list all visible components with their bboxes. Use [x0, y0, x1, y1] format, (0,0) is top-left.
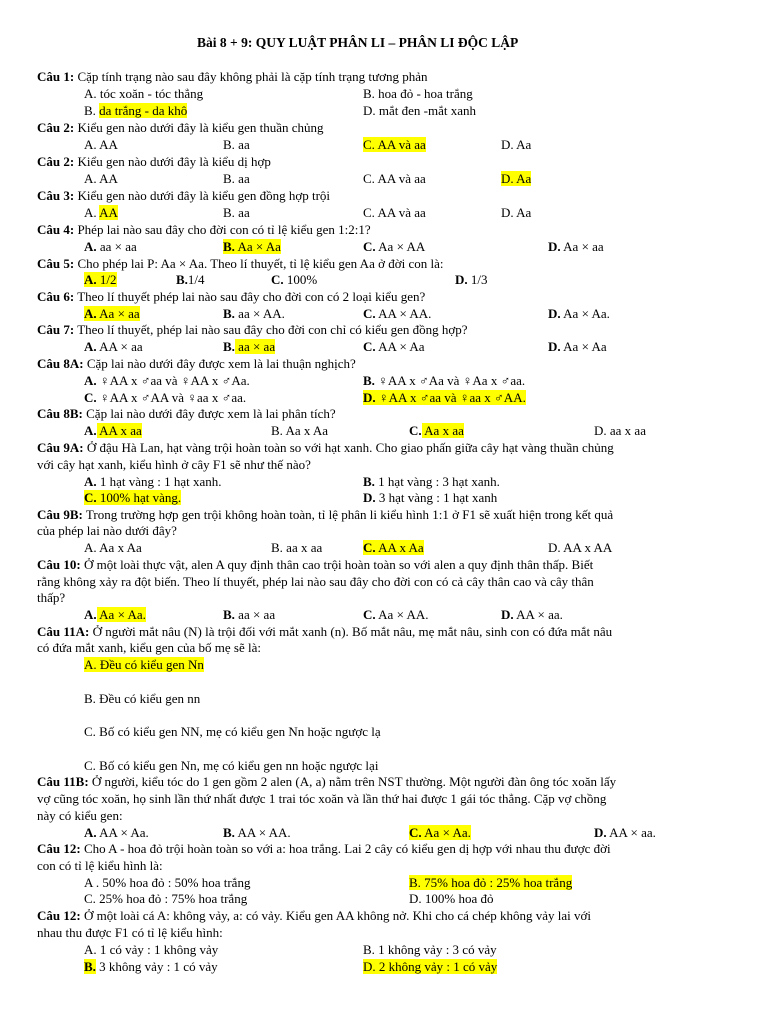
option-letter: A. [84, 306, 97, 321]
option-letter: B. [176, 272, 188, 287]
q1-option-b: B. hoa đỏ - hoa trắng [363, 86, 473, 101]
option-text: 1 hạt vàng : 3 hạt xanh. [374, 474, 500, 489]
question-label: Câu 4: [37, 222, 75, 237]
q2b-option-b: B. aa [223, 171, 250, 186]
question-9a [37, 440, 614, 455]
question-label: Câu 2: [37, 154, 75, 169]
q12-option-b: B. 75% hoa đỏ : 25% hoa trắng [409, 875, 573, 890]
q5-option-d [455, 272, 488, 287]
q5-option-b [176, 272, 205, 287]
option-text: aa × AA. [234, 306, 285, 321]
question-label: Câu 11B: [37, 774, 89, 789]
option-letter: C. [363, 540, 376, 555]
q11a-option-b: B. Đều có kiểu gen nn [84, 691, 201, 706]
option-letter: C. [271, 272, 284, 287]
q9a-option-b [363, 474, 500, 489]
question-label: Câu 10: [37, 557, 81, 572]
q9b-option-a: A. Aa x Aa [84, 540, 142, 555]
option-letter: D. [363, 390, 376, 405]
question-label: Câu 11A: [37, 624, 90, 639]
q3-option-c: C. AA và aa [363, 205, 426, 220]
option-letter: A. [84, 825, 97, 840]
q6-option-d [548, 306, 610, 321]
q4-option-a [84, 239, 137, 254]
question-11a [37, 624, 612, 639]
option-text: aa × aa [234, 339, 276, 354]
q2b-option-d: D. Aa [501, 171, 532, 186]
q11b-option-b [223, 825, 291, 840]
question-text: Theo lí thuyết phép lai nào sau đây cho đời con có 2 loại kiểu gen? [74, 289, 426, 304]
q10-option-b [223, 607, 275, 622]
option-letter: D. [363, 490, 376, 505]
option-letter: A. [84, 423, 97, 438]
question-text: Kiểu gen nào dưới đây là kiểu gen đồng hợp trội [74, 188, 331, 203]
question-2b [37, 154, 271, 169]
option-text: Aa × Aa. [96, 607, 146, 622]
question-text: Cặp tính trạng nào sau đây không phải là cặp tính trạng tương phản [74, 69, 428, 84]
option-letter: C. [363, 607, 376, 622]
q8b-option-a [84, 423, 142, 438]
question-text: Ở đậu Hà Lan, hạt vàng trội hoàn toàn so với hạt xanh. Cho giao phấn giữa cây hạt vàng thuần chủng [83, 440, 614, 455]
option-text: ♀AA x ♂AA và ♀aa x ♂aa. [96, 390, 247, 405]
question-label: Câu 12: [37, 908, 81, 923]
q11b-option-a [84, 825, 149, 840]
q8b-option-b: B. Aa x Aa [271, 423, 329, 438]
option-letter: D. [548, 306, 561, 321]
question-text: Ở người mắt nâu (N) là trội đối với mắt xanh (n). Bố mắt nâu, mẹ mắt nâu, sinh con có đứa mắt nâu [89, 624, 613, 639]
option-text: Aa × Aa. [560, 306, 610, 321]
option-text: AA × aa. [513, 607, 563, 622]
q8a-option-b [363, 373, 525, 388]
q4-option-c [363, 239, 425, 254]
option-text: Aa × Aa [234, 239, 281, 254]
q2-option-d: D. Aa [501, 137, 532, 152]
option-letter: B. [223, 607, 235, 622]
q5-option-c [271, 272, 317, 287]
question-text: Kiểu gen nào dưới đây là kiểu gen thuần chủng [74, 120, 324, 135]
question-9b-line2: của phép lai nào dưới đây? [37, 523, 177, 538]
option-letter: C. [409, 423, 422, 438]
option-text: aa × aa [234, 607, 276, 622]
question-5 [37, 256, 443, 271]
q6-option-a [84, 306, 140, 321]
option-text: AA × aa. [606, 825, 656, 840]
option-text: Aa × Aa [560, 339, 607, 354]
q1-option-d: D. mắt đen -mắt xanh [363, 103, 476, 118]
option-letter: C. [84, 390, 97, 405]
option-text: AA × AA. [234, 825, 291, 840]
q8b-option-c [409, 423, 464, 438]
question-text: Phép lai nào sau đây cho đời con có tỉ lệ kiểu gen 1:2:1? [74, 222, 371, 237]
q2-option-a: A. AA [84, 137, 118, 152]
question-text: Kiểu gen nào dưới đây là kiểu dị hợp [74, 154, 271, 169]
question-text: Cho A - hoa đỏ trội hoàn toàn so với a: hoa trắng. Lai 2 cây có kiểu gen dị hợp với nhau thu được đời [80, 841, 611, 856]
option-text: ♀AA x ♂Aa và ♀Aa x ♂aa. [374, 373, 526, 388]
question-label: Câu 2: [37, 120, 75, 135]
q11a-option-c: C. Bố có kiểu gen NN, mẹ có kiểu gen Nn hoặc ngược lạ [84, 724, 381, 739]
q8b-option-d: D. aa x aa [594, 423, 646, 438]
q6-option-b [223, 306, 285, 321]
option-text: AA x aa [96, 423, 142, 438]
option-text: ♀AA x ♂aa và ♀aa x ♂AA. [375, 390, 526, 405]
option-letter: A. [84, 239, 97, 254]
q5-option-a [84, 272, 117, 287]
option-letter: A. [84, 339, 97, 354]
q12-option-a: A . 50% hoa đỏ : 50% hoa trắng [84, 875, 251, 890]
question-11b-line3: này có kiểu gen: [37, 808, 123, 823]
page-title: Bài 8 + 9: QUY LUẬT PHÂN LI – PHÂN LI ĐỘC LẬP [197, 35, 519, 50]
q1-option-a: A. tóc xoăn - tóc thẳng [84, 86, 204, 101]
question-label: Câu 1: [37, 69, 75, 84]
q9b-option-c [363, 540, 424, 555]
option-text: AA x Aa [375, 540, 424, 555]
question-label: Câu 9B: [37, 507, 83, 522]
q10-option-a [84, 607, 146, 622]
q9a-option-d [363, 490, 497, 505]
q3-option-d: D. Aa [501, 205, 532, 220]
option-text: AA × AA. [375, 306, 432, 321]
option-text: AA × Aa [375, 339, 425, 354]
question-11b [37, 774, 616, 789]
q7-option-a [84, 339, 143, 354]
question-8b [37, 406, 336, 421]
option-text: 1/2 [96, 272, 117, 287]
question-7 [37, 322, 468, 337]
q7-option-b [223, 339, 275, 354]
q9b-option-b: B. aa x aa [271, 540, 323, 555]
question-text: Cặp lai nào dưới đây được xem là lai thuận nghịch? [83, 356, 356, 371]
option-text: Aa × aa [560, 239, 604, 254]
option-text: AA × aa [96, 339, 143, 354]
option-prefix: A. [84, 205, 100, 220]
option-letter: D. [548, 239, 561, 254]
question-4 [37, 222, 371, 237]
question-10-line3: thấp? [37, 590, 66, 605]
option-text: 100% hạt vàng. [96, 490, 182, 505]
q2-option-c: C. AA và aa [363, 137, 426, 152]
option-letter: B. [363, 373, 375, 388]
option-text: Aa × Aa. [421, 825, 471, 840]
q4-option-d [548, 239, 604, 254]
option-text: AA × Aa. [96, 825, 149, 840]
option-text: Aa × aa [96, 306, 140, 321]
option-letter: C. [84, 490, 97, 505]
option-text: 1/4 [187, 272, 205, 287]
option-letter: A. [84, 607, 97, 622]
question-label: Câu 8A: [37, 356, 84, 371]
question-text: Ở một loài thực vật, alen A quy định thân cao trội hoàn toàn so với alen a quy định thân thấp. Biết [80, 557, 594, 572]
question-12-line2: con có tỉ lệ kiểu hình là: [37, 858, 163, 873]
option-text: 3 không vảy : 1 có vảy [95, 959, 218, 974]
option-letter: B. [223, 306, 235, 321]
question-3 [37, 188, 330, 203]
q9a-option-a [84, 474, 222, 489]
question-label: Câu 9A: [37, 440, 84, 455]
q3-option-b: B. aa [223, 205, 250, 220]
question-label: Câu 7: [37, 322, 75, 337]
option-letter: D. [501, 607, 514, 622]
q8a-option-a [84, 373, 250, 388]
option-letter: D. [548, 339, 561, 354]
question-10 [37, 557, 593, 572]
q12b-option-d: D. 2 không vảy : 1 có vảy [363, 959, 498, 974]
question-9a-line2: với cây hạt xanh, kiểu hình ở cây F1 sẽ như thế nào? [37, 457, 311, 472]
q12-option-c: C. 25% hoa đỏ : 75% hoa trắng [84, 891, 248, 906]
q12b-option-c [84, 959, 218, 974]
option-letter: A. [84, 474, 97, 489]
question-11a-line2: có đứa mắt xanh, kiểu gen của bố mẹ sẽ là: [37, 640, 261, 655]
q9a-option-c [84, 490, 181, 505]
question-label: Câu 12: [37, 841, 81, 856]
q11b-option-c [409, 825, 471, 840]
question-text: Ở người, kiểu tóc do 1 gen gồm 2 alen (A, a) nằm trên NST thường. Một người đàn ông tóc xoăn lấy [88, 774, 617, 789]
option-letter: A. [84, 373, 97, 388]
option-letter: A. [84, 272, 97, 287]
question-6 [37, 289, 425, 304]
option-text: Aa x aa [421, 423, 464, 438]
option-text: 3 hạt vàng : 1 hạt xanh [375, 490, 498, 505]
option-text: aa × aa [96, 239, 137, 254]
question-text: Trong trường hợp gen trội không hoàn toàn, tỉ lệ phân li kiểu hình 1:1 ở F1 sẽ xuất hiện trong kết quả [82, 507, 614, 522]
option-letter: D. [594, 825, 607, 840]
q9b-option-d: D. AA x AA [548, 540, 613, 555]
option-text: 1 hạt vàng : 1 hạt xanh. [96, 474, 222, 489]
q12-option-d: D. 100% hoa đỏ [409, 891, 494, 906]
option-letter: D. [455, 272, 468, 287]
question-label: Câu 6: [37, 289, 75, 304]
answer-highlight: da trắng - da khô [99, 103, 188, 118]
q11a-option-d: C. Bố có kiểu gen Nn, mẹ có kiểu gen nn hoặc ngược lại [84, 758, 379, 773]
question-12b [37, 908, 591, 923]
question-label: Câu 5: [37, 256, 75, 271]
option-letter: B. [223, 825, 235, 840]
option-text: ♀AA x ♂aa và ♀AA x ♂Aa. [96, 373, 250, 388]
q2b-option-a: A. AA [84, 171, 118, 186]
option-letter: C. [363, 239, 376, 254]
q4-option-b [223, 239, 281, 254]
option-letter: C. [363, 339, 376, 354]
option-text: 1/3 [467, 272, 488, 287]
q12b-option-b: B. 1 không vảy : 3 có vảy [363, 942, 497, 957]
option-prefix: B. [84, 103, 100, 118]
q10-option-d [501, 607, 563, 622]
q12b-option-a: A. 1 có vảy : 1 không vảy [84, 942, 219, 957]
option-letter: B. [223, 339, 235, 354]
option-text: 100% [283, 272, 318, 287]
question-11b-line2: vợ cũng tóc xoăn, họ sinh lần thứ nhất được 1 trai tóc xoăn và lần thứ hai được 1 gái tóc thẳng. Cặp vợ chồng [37, 791, 607, 806]
question-1 [37, 69, 428, 84]
question-8a [37, 356, 356, 371]
question-label: Câu 3: [37, 188, 75, 203]
question-text: Ở một loài cá A: không vảy, a: có vảy. Kiểu gen AA không nở. Khi cho cá chép không vảy lai với [80, 908, 591, 923]
q1-option-c [84, 103, 187, 118]
q7-option-d [548, 339, 607, 354]
q7-option-c [363, 339, 425, 354]
q3-option-a [84, 205, 118, 220]
option-text: Aa × AA. [375, 607, 429, 622]
option-letter: C. [363, 306, 376, 321]
q10-option-c [363, 607, 428, 622]
q2b-option-c: C. AA và aa [363, 171, 426, 186]
option-letter: B. [84, 959, 96, 974]
q11a-option-a: A. Đều có kiểu gen Nn [84, 657, 204, 672]
question-text: Cho phép lai P: Aa × Aa. Theo lí thuyết, tỉ lệ kiểu gen Aa ở đời con là: [74, 256, 444, 271]
option-text: Aa × AA [375, 239, 426, 254]
question-label: Câu 8B: [37, 406, 83, 421]
q8a-option-d [363, 390, 526, 405]
question-2 [37, 120, 324, 135]
question-10-line2: rằng không xảy ra đột biến. Theo lí thuyết, phép lai nào sau đây cho đời con có cả cây thân cao và cây thân [37, 574, 594, 589]
question-9b [37, 507, 613, 522]
q8a-option-c [84, 390, 246, 405]
q11b-option-d [594, 825, 656, 840]
option-letter: B. [363, 474, 375, 489]
question-text: Theo lí thuyết, phép lai nào sau đây cho đời con chỉ có kiểu gen đồng hợp? [74, 322, 468, 337]
answer-highlight: AA [99, 205, 118, 220]
question-text: Cặp lai nào dưới đây được xem là lai phân tích? [82, 406, 336, 421]
q2-option-b: B. aa [223, 137, 250, 152]
question-12 [37, 841, 611, 856]
option-letter: B. [223, 239, 235, 254]
question-12b-line2: nhau thu được F1 có tỉ lệ kiểu hình: [37, 925, 223, 940]
option-letter: C. [409, 825, 422, 840]
q6-option-c [363, 306, 431, 321]
